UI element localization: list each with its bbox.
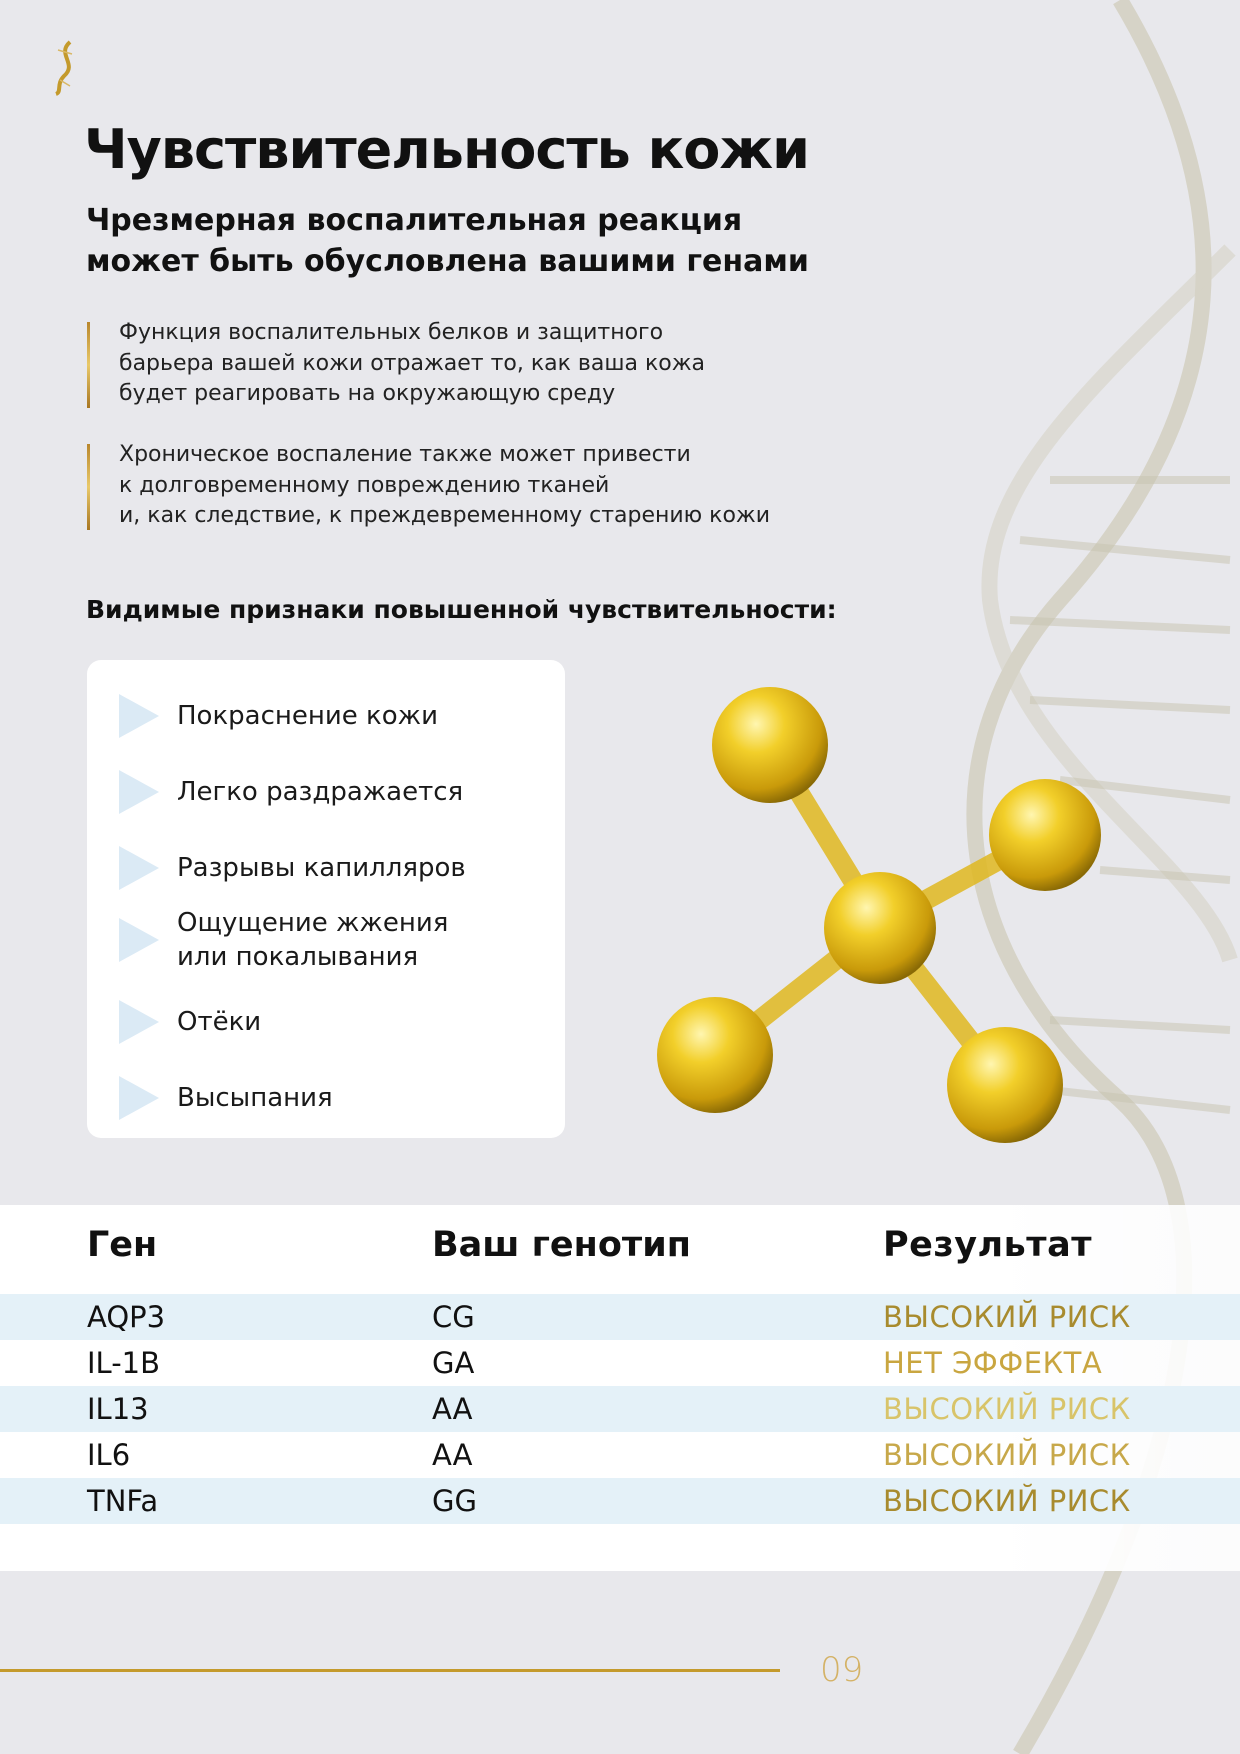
paragraph-line: будет реагировать на окружающую среду xyxy=(119,381,616,406)
page-number: 09 xyxy=(820,1650,864,1690)
sign-item xyxy=(119,694,438,738)
table-row xyxy=(0,1386,1240,1432)
triangle-bullet-icon xyxy=(119,770,159,814)
genotype-cell: GA xyxy=(432,1346,475,1380)
genotype-table xyxy=(0,1205,1240,1571)
signs-title: Видимые признаки повышенной чувствительности: xyxy=(86,595,837,624)
column-header-genotype: Ваш генотип xyxy=(432,1225,691,1265)
signs-card xyxy=(87,660,565,1138)
genotype-cell: GG xyxy=(432,1484,477,1518)
gene-cell: AQP3 xyxy=(87,1300,166,1334)
sign-item xyxy=(119,770,463,814)
paragraph-line: и, как следствие, к преждевременному старению кожи xyxy=(119,503,771,528)
triangle-bullet-icon xyxy=(119,1076,159,1120)
paragraph-line: к долговременному повреждению тканей xyxy=(119,472,610,498)
sign-item xyxy=(119,906,448,974)
sign-label: Разрывы капилляров xyxy=(177,853,466,883)
subtitle-line: Чрезмерная воспалительная реакция xyxy=(86,203,743,238)
result-cell: ВЫСОКИЙ РИСК xyxy=(883,1300,1131,1334)
table-row xyxy=(0,1432,1240,1478)
result-cell: ВЫСОКИЙ РИСК xyxy=(883,1392,1131,1426)
page-subtitle xyxy=(86,200,809,282)
gene-cell: IL13 xyxy=(87,1392,149,1426)
column-header-result: Результат xyxy=(883,1225,1092,1265)
paragraph-line: барьера вашей кожи отражает то, как ваша кожа xyxy=(119,350,705,376)
genotype-cell: AA xyxy=(432,1438,473,1472)
genotype-cell: AA xyxy=(432,1392,473,1426)
gene-cell: IL-1B xyxy=(87,1346,161,1380)
table-row xyxy=(0,1294,1240,1340)
gene-cell: IL6 xyxy=(87,1438,131,1472)
molecule-illustration xyxy=(650,670,1110,1150)
paragraph-line: Хроническое воспаление также может привести xyxy=(119,442,691,467)
page-title: Чувствительность кожи xyxy=(84,118,809,181)
triangle-bullet-icon xyxy=(119,694,159,738)
triangle-bullet-icon xyxy=(119,846,159,890)
sign-label: Покраснение кожи xyxy=(177,701,438,731)
sign-item xyxy=(119,1000,261,1044)
footer-divider xyxy=(0,1669,780,1672)
table-row xyxy=(0,1478,1240,1524)
gene-cell: TNFa xyxy=(87,1484,159,1518)
column-header-gene: Ген xyxy=(87,1225,158,1265)
sign-item xyxy=(119,1076,333,1120)
genotype-cell: CG xyxy=(432,1300,475,1334)
sign-label: Ощущение жжения или покалывания xyxy=(177,908,449,972)
result-cell: ВЫСОКИЙ РИСК xyxy=(883,1438,1131,1472)
result-cell: НЕТ ЭФФЕКТА xyxy=(883,1346,1103,1380)
triangle-bullet-icon xyxy=(119,918,159,962)
info-paragraph xyxy=(87,440,770,532)
sign-item xyxy=(119,846,466,890)
info-paragraph xyxy=(87,318,705,410)
sign-label: Отёки xyxy=(177,1007,262,1037)
sign-label: Высыпания xyxy=(177,1083,333,1113)
paragraph-line: Функция воспалительных белков и защитного xyxy=(119,320,664,345)
result-cell: ВЫСОКИЙ РИСК xyxy=(883,1484,1131,1518)
subtitle-line: может быть обусловлена вашими генами xyxy=(86,244,809,279)
dna-logo-icon xyxy=(52,40,82,96)
triangle-bullet-icon xyxy=(119,1000,159,1044)
sign-label: Легко раздражается xyxy=(177,777,464,807)
table-row xyxy=(0,1340,1240,1386)
